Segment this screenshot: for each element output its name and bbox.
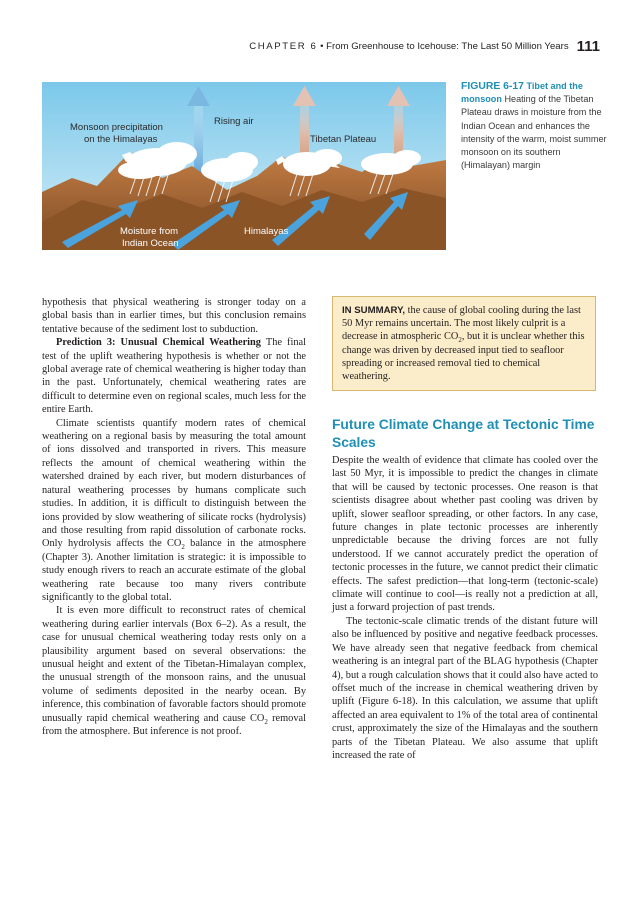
- figure-illustration: [42, 82, 446, 250]
- left-paragraph-4-part-a: It is even more difficult to reconstruct rates of chemical weathering during earlier intervals (Box 6–2). As a result, the case for unusual chemical weathering today rests only on a plausibility argument based on several observations: the unusual height and extent of the Tibetan-Himalayan complex, the unusual strength of the monsoon rains, and the unusual volume of sediments deposited in the nearby ocean. By inference, this combination of favorable factors should promote unusually rapid chemical weathering and cause CO: [42, 605, 306, 724]
- left-paragraph-3-part-a: Climate scientists quantify modern rates of chemical weathering on a regional basis by measuring the total amount of ions dissolved and transported in rivers. This measure reflects the amount of chemical weathering within the watershed drained by each river, but modern disturbances of natural weathering processes by humans complicate such studies. In addition, it is difficult to distinguish between the ions provided by slow weathering of silicate rocks (hydrolysis) and those resulting from rapid dissolution of carbonate rocks. Only hydrolysis affects the CO: [42, 417, 306, 550]
- running-head-separator: •: [317, 41, 327, 52]
- figure-caption: [461, 80, 611, 172]
- in-summary-box: [332, 296, 596, 391]
- label-rising-air: Rising air: [214, 116, 254, 127]
- section-heading: Future Climate Change at Tectonic Time Scales: [332, 417, 595, 450]
- figure-number: FIGURE 6-17: [461, 81, 524, 92]
- label-moisture-line1: Moisture from: [120, 226, 179, 237]
- in-summary-lead: IN SUMMARY,: [342, 305, 406, 316]
- left-column: [42, 296, 306, 738]
- right-column: [332, 454, 598, 762]
- label-himalayas: Himalayas: [244, 226, 289, 237]
- page-number: 111: [576, 38, 600, 55]
- right-paragraph-1: Despite the wealth of evidence that climate has cooled over the last 50 Myr, it is impossible to predict the changes in climate that will be caused by tectonic processes. One reason is that scientists disagree about whether past cooling was driven by uplift, slower seafloor spreading, or other factors. In any case, future changes in plate tectonic processes are inherently unpredictable because the driving forces are not fully understood. If we cannot accurately predict the operation of tectonic processes in the future, we cannot predict their climatic effects. The safest prediction—that long-term (tectonic-scale) climate will continue to cool—is really not a prediction at all, just a forward projection of past trends.: [332, 455, 598, 614]
- label-moisture-line2: Indian Ocean: [122, 238, 179, 249]
- label-tibetan-plateau: Tibetan Plateau: [310, 134, 377, 145]
- figure-svg: [42, 82, 446, 250]
- label-monsoon-line1: Monsoon precipitation: [70, 122, 163, 133]
- prediction-3-text: The final test of the uplift weathering hypothesis is whether or not the global average rate of chemical weathering is higher today than in the past. Unfortunately, chemical weathering rates are difficult to determine even on regional scales, much less for the entire Earth.: [42, 337, 307, 416]
- co2-subscript: 2: [181, 543, 185, 552]
- left-paragraph-1: hypothesis that physical weathering is stronger today on a global basis than in earlier times, but this conclusion remains tentative because of the sediment lost to subduction.: [42, 297, 306, 335]
- right-paragraph-2: The tectonic-scale climatic trends of the distant future will also be influenced by positive and negative feedback processes. We have already seen that negative feedback from chemical weathering is an integral part of the BLAG hypothesis (Chapter 4), but a rough calculation shows that it could also have acted to offset much of the increase in chemical weathering driven by uplift (Figure 6-18). In this calculation, we assume that uplift affected an area equivalent to 1% of the total area of continental crust, approximately the size of the Himalayas and the southern parts of the Tibetan Plateau. We also assume that uplift increased the rate of: [332, 615, 598, 761]
- in-summary-text-a: the cause of global cooling during the last 50 Myr remains uncertain. The most likely culprit is a decrease in atmospheric CO: [342, 305, 581, 343]
- chapter-label: CHAPTER 6: [249, 41, 318, 52]
- label-monsoon-line2: on the Himalayas: [84, 134, 158, 145]
- in-summary-text-b: , but it is unclear whether this change was driven by decreased input tied to seafloor spreading or increased removal tied to chemical weathering.: [342, 331, 585, 383]
- prediction-3-heading: Prediction 3: Unusual Chemical Weathering: [56, 337, 261, 349]
- left-paragraph-3-part-b: balance in the atmosphere (Chapter 3). Another limitation is strategic: it is impossible to study enough rivers to reach an accurate estimate of the global weathering rate because too many rivers contribute significantly to the global total.: [42, 538, 306, 603]
- figure-title: Tibet and the monsoon: [461, 81, 583, 105]
- co2-subscript: 2: [264, 717, 268, 726]
- co2-subscript: 2: [458, 336, 462, 345]
- left-paragraph-3: [42, 417, 306, 605]
- figure-caption-text: Heating of the Tibetan Plateau draws in moisture from the Indian Ocean and enhances the intensity of the warm, moist summer monsoon on its southern (Himalayan) margin: [461, 94, 607, 171]
- chapter-title: From Greenhouse to Icehouse: The Last 50 Million Years: [326, 41, 569, 52]
- running-head: [140, 38, 600, 58]
- left-paragraph-4: [42, 604, 306, 738]
- left-paragraph-2: [42, 336, 306, 416]
- left-paragraph-4-part-b: removal from the atmosphere. But inference is not proof.: [42, 712, 306, 737]
